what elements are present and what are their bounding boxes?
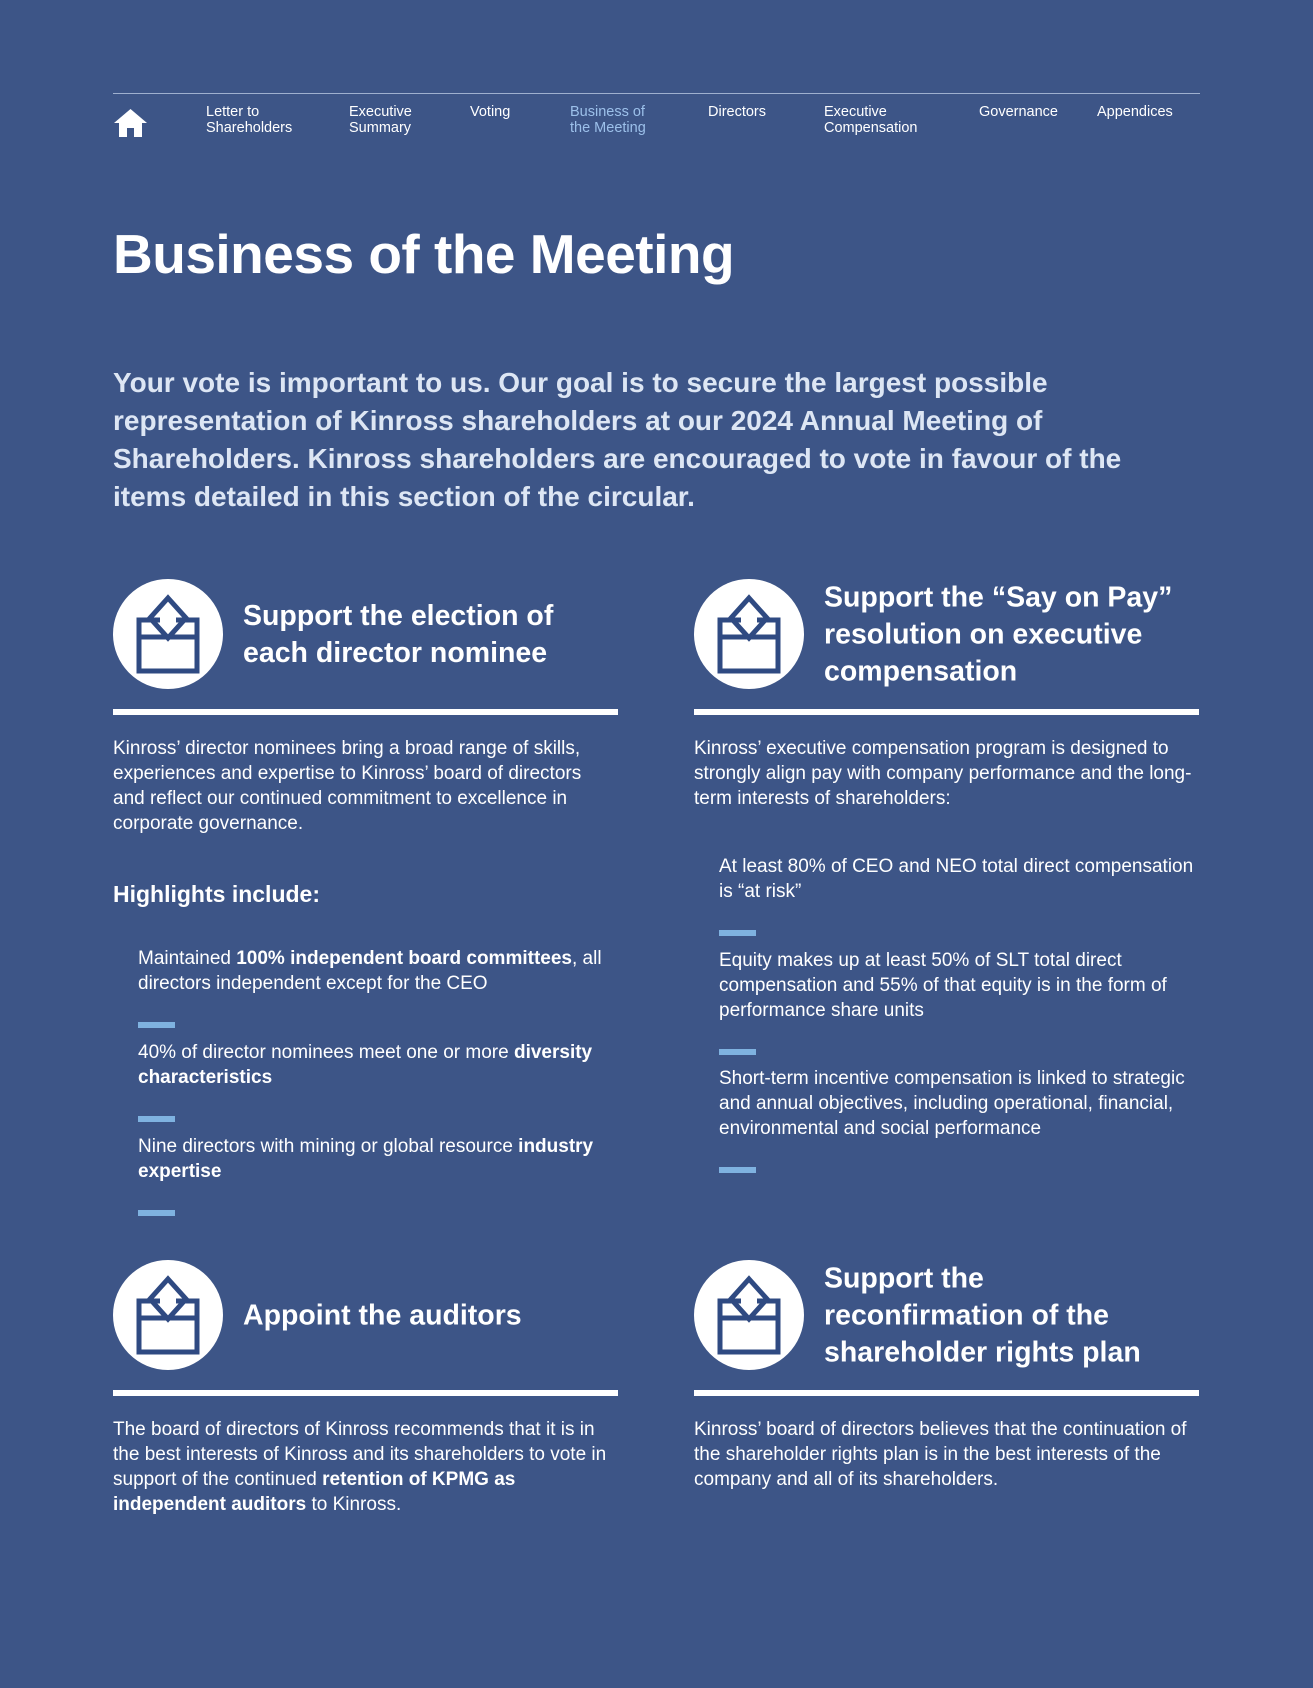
nav-directors[interactable] bbox=[708, 104, 766, 120]
intro-paragraph: Your vote is important to us. Our goal is to secure the largest possible representation of Kinross shareholders at our 2024 Annual Meeting of Shareholders. Kinross shareholders are encouraged to vote in favour of the items detailed in this section of the circular. bbox=[113, 367, 1122, 512]
nav-executive-summary[interactable] bbox=[349, 104, 412, 136]
nav-divider bbox=[113, 93, 1200, 94]
section-rule bbox=[113, 1390, 618, 1396]
title-line: Support the “Say on Pay” bbox=[824, 581, 1173, 614]
section-title bbox=[824, 1261, 1141, 1372]
bullet-item bbox=[719, 854, 1199, 936]
nav-business-of-the-meeting[interactable] bbox=[570, 104, 646, 136]
section-body: Kinross’ director nominees bring a broad range of skills, experiences and expertise to Kinross’ board of directors and reflect our continued commitment to excellence in corporate governance. bbox=[113, 738, 582, 834]
section-title bbox=[824, 580, 1172, 691]
nav-label: Shareholders bbox=[206, 120, 293, 136]
text-bold: industry expertise bbox=[138, 1136, 594, 1182]
highlight-item bbox=[138, 1040, 618, 1122]
nav-label: Voting bbox=[470, 104, 511, 120]
title-line: shareholder rights plan bbox=[824, 1336, 1141, 1369]
section-header bbox=[694, 579, 1199, 691]
ballot-box-icon bbox=[113, 579, 223, 689]
nav-executive-compensation[interactable] bbox=[824, 104, 918, 136]
bullet-item bbox=[719, 948, 1199, 1055]
nav-label: Directors bbox=[708, 104, 767, 120]
section-header bbox=[113, 1260, 618, 1372]
text-span: Maintained bbox=[138, 948, 237, 969]
section-director-election bbox=[113, 579, 618, 1182]
accent-dash bbox=[138, 1116, 175, 1122]
text-span: to Kinross. bbox=[306, 1494, 402, 1515]
highlight-text bbox=[138, 1040, 618, 1090]
nav-label: Summary bbox=[349, 120, 412, 136]
highlight-item bbox=[138, 1134, 618, 1216]
title-line: resolution on executive bbox=[824, 618, 1143, 651]
nav-label: Executive bbox=[824, 104, 887, 120]
text-span: The board of directors of Kinross recommends that it is in the best interests of Kinross and its shareholders to vote in support of the continued bbox=[113, 1419, 607, 1490]
bullet-text: At least 80% of CEO and NEO total direct compensation is “at risk” bbox=[719, 856, 1194, 902]
accent-dash bbox=[719, 1167, 756, 1173]
section-body: Kinross’ board of directors believes that the continuation of the shareholder rights plan is in the best interests of the company and all of its shareholders. bbox=[694, 1419, 1187, 1490]
section-header bbox=[113, 579, 618, 691]
section-title bbox=[243, 598, 553, 672]
accent-dash bbox=[719, 1049, 756, 1055]
text-bold: retention of KPMG as independent auditors bbox=[113, 1469, 516, 1515]
section-say-on-pay bbox=[694, 579, 1199, 1139]
section-shareholder-rights-plan bbox=[694, 1260, 1199, 1490]
text-span: Nine directors with mining or global resource bbox=[138, 1136, 519, 1157]
nav-label: Business of bbox=[570, 104, 645, 120]
home-icon[interactable] bbox=[113, 108, 148, 138]
nav-label: Executive bbox=[349, 104, 412, 120]
nav-label: Governance bbox=[979, 104, 1058, 120]
ballot-box-icon bbox=[113, 1260, 223, 1370]
section-body bbox=[113, 1417, 618, 1517]
bullet-text: Equity makes up at least 50% of SLT total direct compensation and 55% of that equity is in the form of performance share units bbox=[719, 950, 1167, 1021]
text-bold: 100% independent board committees bbox=[236, 948, 572, 969]
ballot-box-icon bbox=[694, 579, 804, 689]
section-body: Kinross’ executive compensation program is designed to strongly align pay with company performance and the long-term interests of shareholders: bbox=[694, 738, 1192, 809]
title-line: reconfirmation of the bbox=[824, 1299, 1110, 1332]
title-line: compensation bbox=[824, 655, 1018, 688]
section-rule bbox=[694, 1390, 1199, 1396]
text-span: , all directors independent except for the CEO bbox=[138, 948, 602, 994]
bullet-text: Short-term incentive compensation is linked to strategic and annual objectives, including operational, financial, environmental and social performance bbox=[719, 1068, 1185, 1139]
section-rule bbox=[113, 709, 618, 715]
nav-appendices[interactable] bbox=[1097, 104, 1173, 120]
title-line: each director nominee bbox=[243, 637, 548, 669]
nav-governance[interactable] bbox=[979, 104, 1058, 120]
nav-letter-to-shareholders[interactable] bbox=[206, 104, 292, 136]
nav-label: Compensation bbox=[824, 120, 918, 136]
highlight-text bbox=[138, 1134, 618, 1184]
section-header bbox=[694, 1260, 1199, 1372]
accent-dash bbox=[719, 930, 756, 936]
text-span: 40% of director nominees meet one or more bbox=[138, 1042, 514, 1063]
ballot-box-icon bbox=[694, 1260, 804, 1370]
accent-dash bbox=[138, 1210, 175, 1216]
bullet-item bbox=[719, 1066, 1199, 1173]
section-title: Appoint the auditors bbox=[243, 1299, 522, 1332]
section-appoint-auditors bbox=[113, 1260, 618, 1515]
nav-label: the Meeting bbox=[570, 120, 646, 136]
section-rule bbox=[694, 709, 1199, 715]
top-navigation bbox=[113, 104, 1200, 144]
nav-label: Appendices bbox=[1097, 104, 1173, 120]
highlights-heading: Highlights include: bbox=[113, 881, 320, 907]
title-line: Support the bbox=[824, 1262, 984, 1295]
accent-dash bbox=[138, 1022, 175, 1028]
nav-voting[interactable] bbox=[470, 104, 510, 120]
highlight-text bbox=[138, 946, 618, 996]
nav-label: Letter to bbox=[206, 104, 260, 120]
title-line: Support the election of bbox=[243, 600, 554, 632]
highlight-item bbox=[138, 946, 618, 1028]
text-bold: diversity characteristics bbox=[138, 1042, 593, 1088]
page-title: Business of the Meeting bbox=[113, 223, 735, 285]
